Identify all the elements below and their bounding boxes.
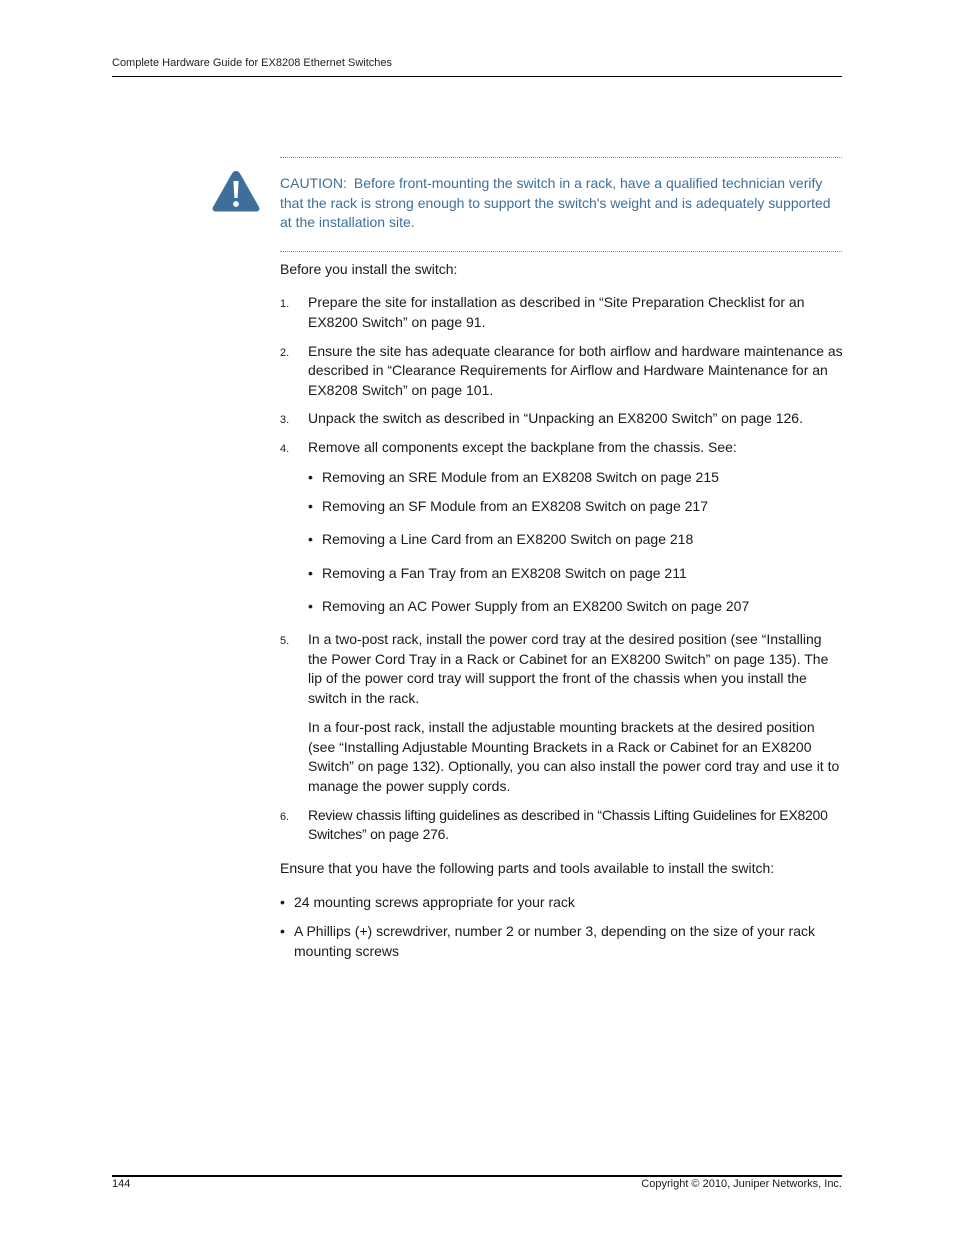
- step-number: 4.: [280, 443, 290, 455]
- list-item[interactable]: [308, 564, 844, 584]
- list-item-text: Removing a Fan Tray from an EX8208 Switch on page 211: [322, 564, 687, 581]
- list-item[interactable]: [308, 497, 844, 517]
- step-number: 6.: [280, 810, 289, 823]
- list-item[interactable]: [308, 468, 844, 488]
- footer-divider: [112, 1175, 842, 1177]
- step-6: [280, 806, 844, 845]
- page-number: 144: [112, 1178, 131, 1190]
- caution-label: CAUTION:: [280, 175, 347, 191]
- bullet-icon: •: [308, 530, 313, 547]
- caution-note: [280, 174, 844, 233]
- list-item[interactable]: [308, 530, 844, 550]
- bullet-icon: •: [308, 564, 313, 581]
- step-text: Remove all components except the backplane from the chassis. See:: [308, 439, 737, 455]
- caution-divider-bottom: [280, 251, 842, 252]
- step-text: Ensure the site has adequate clearance for both airflow and hardware maintenance as described in “Clearance Requirements for Airflow and Hardware Maintenance for an EX8208 Switch” on page 101.: [308, 342, 843, 398]
- tools-list: [280, 893, 844, 971]
- step-text: Unpack the switch as described in “Unpacking an EX8200 Switch” on page 126.: [308, 410, 803, 426]
- component-list: [308, 468, 844, 617]
- step-text: Prepare the site for installation as described in “Site Preparation Checklist for an EX8200 Switch” on page 91.: [308, 294, 805, 330]
- bullet-icon: •: [308, 468, 313, 485]
- step-number: 2.: [280, 346, 290, 359]
- list-item-text: Removing an AC Power Supply from an EX8200 Switch on page 207: [322, 597, 750, 614]
- step-number: 5.: [280, 635, 290, 647]
- list-item-text: 24 mounting screws appropriate for your rack: [294, 894, 575, 910]
- caution-divider-top: [280, 157, 842, 158]
- list-item: [280, 893, 844, 913]
- step-text-continued: In a four-post rack, install the adjustable mounting brackets at the desired position (see “Installing Adjustable Mounting Brackets in a Rack or Cabinet for an EX8200 Switch” on page 132). Optionally, you can also install the power cord tray and use it to manage the power supply cords.: [308, 719, 840, 794]
- step-2: [280, 342, 844, 401]
- header-divider: [112, 76, 842, 77]
- bullet-icon: •: [280, 923, 285, 939]
- bullet-icon: •: [280, 894, 285, 910]
- installation-steps: [280, 293, 844, 845]
- running-header: Complete Hardware Guide for EX8208 Ethernet Switches: [112, 57, 393, 69]
- step-3: [280, 409, 844, 429]
- copyright-notice: Copyright © 2010, Juniper Networks, Inc.: [641, 1178, 842, 1190]
- step-1: [280, 293, 844, 332]
- step-4: [280, 438, 844, 616]
- list-item-text: Removing an SRE Module from an EX8208 Switch on page 215: [322, 468, 719, 485]
- bullet-icon: •: [308, 597, 313, 614]
- step-text: Review chassis lifting guidelines as described in “Chassis Lifting Guidelines for EX8200 Switches” on page 276.: [308, 806, 828, 842]
- list-item: [280, 922, 844, 961]
- list-item-text: A Phillips (+) screwdriver, number 2 or number 3, depending on the size of your rack mounting screws: [294, 923, 815, 959]
- caution-body: Before front-mounting the switch in a rack, have a qualified technician verify that the rack is strong enough to support the switch's weight and is adequately supported at the installation site.: [280, 175, 831, 230]
- intro-text: Before you install the switch:: [280, 261, 458, 277]
- list-item[interactable]: [308, 597, 844, 617]
- step-number: 1.: [280, 298, 290, 310]
- warning-triangle-icon: [211, 169, 261, 213]
- step-text: In a two-post rack, install the power cord tray at the desired position (see “Installing the Power Cord Tray in a Rack or Cabinet for an EX8200 Switch” on page 135). The lip of the power cord tray will support the front of the chassis when you install the switch in the rack.: [308, 631, 829, 706]
- step-5: [280, 630, 844, 796]
- list-item-text: Removing an SF Module from an EX8208 Switch on page 217: [322, 497, 709, 514]
- step-number: 3.: [280, 414, 290, 426]
- tools-intro-text: Ensure that you have the following parts and tools available to install the switch:: [280, 860, 775, 876]
- list-item-text: Removing a Line Card from an EX8200 Switch on page 218: [322, 530, 694, 547]
- bullet-icon: •: [308, 497, 313, 514]
